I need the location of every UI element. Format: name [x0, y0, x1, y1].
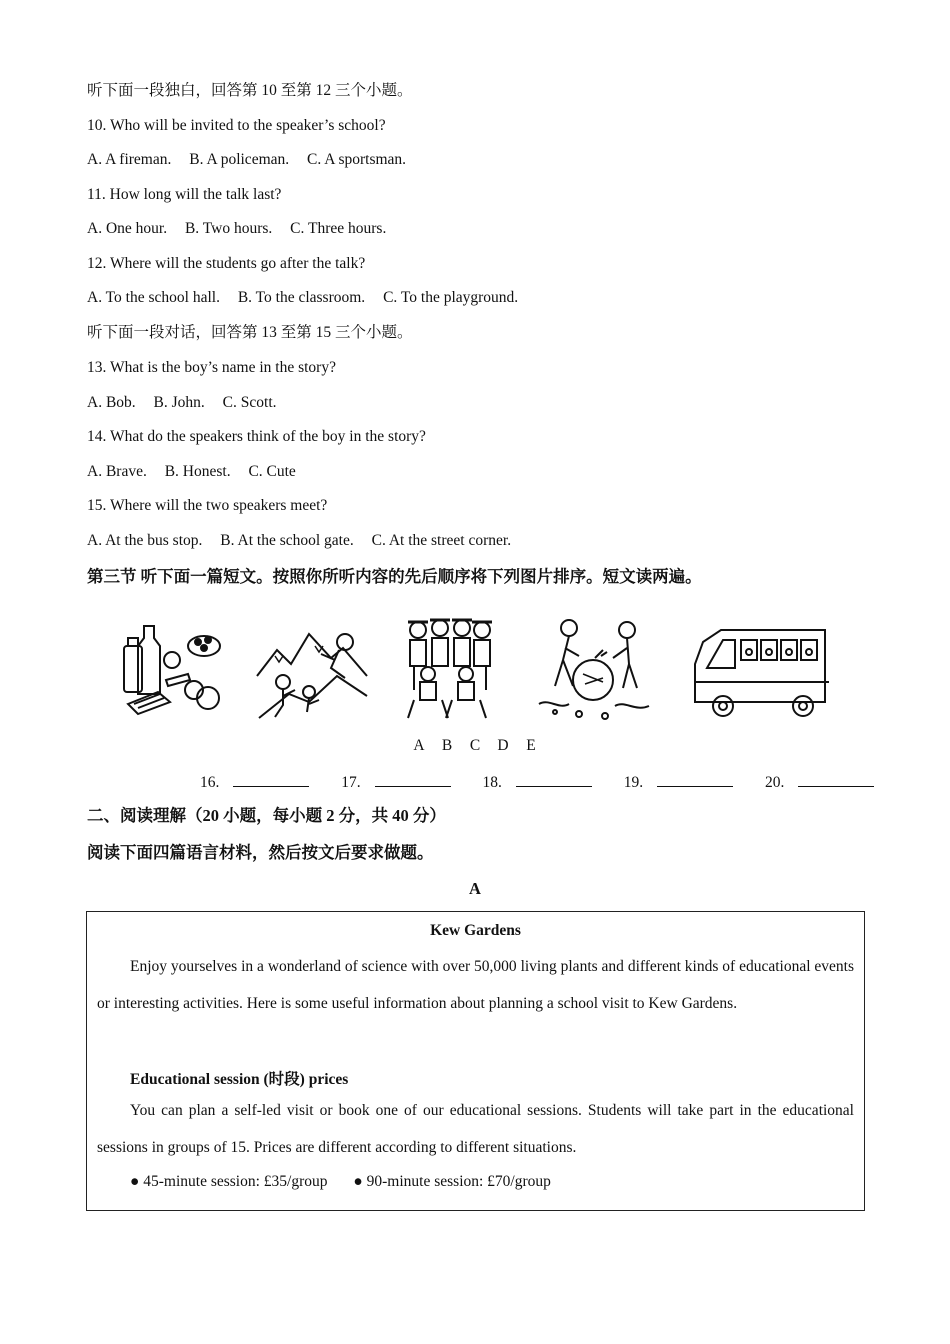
option-b[interactable]: B. Two hours.	[184, 220, 273, 237]
question-14: 14. What do the speakers think of the boy in the story?	[87, 428, 426, 445]
blank-19[interactable]	[624, 772, 747, 792]
blank-line[interactable]	[233, 772, 309, 787]
question-15-options	[87, 531, 525, 551]
picture-label: B	[441, 737, 453, 754]
price-item: ● 45-minute session: £35/group	[130, 1173, 328, 1190]
price-item: ● 90-minute session: £70/group	[353, 1173, 551, 1190]
passage-title: Kew Gardens	[430, 922, 521, 939]
option-a[interactable]: A. Brave.	[87, 463, 147, 480]
question-10-options	[87, 150, 420, 170]
food-icon	[118, 616, 226, 722]
blank-20[interactable]	[765, 772, 888, 792]
blank-16[interactable]	[200, 772, 323, 792]
blank-number: 19.	[623, 774, 644, 791]
blank-number: 18.	[482, 774, 502, 791]
climbing-icon	[255, 616, 370, 722]
option-c[interactable]: C. A sportsman.	[307, 151, 407, 168]
question-13: 13. What is the boy’s name in the story?	[87, 359, 336, 376]
reading-part-title: 二、阅读理解（20 小题，每小题 2 分，共 40 分）	[87, 806, 446, 825]
picture-label: E	[526, 737, 536, 754]
option-c[interactable]: C. At the street corner.	[371, 532, 512, 549]
answer-blanks	[200, 772, 902, 792]
blank-number: 16.	[200, 774, 220, 791]
question-11-options	[87, 219, 400, 239]
blank-line[interactable]	[657, 772, 733, 787]
option-a[interactable]: A. Bob.	[87, 394, 136, 411]
blank-line[interactable]	[375, 772, 451, 787]
option-b[interactable]: B. To the classroom.	[237, 289, 366, 306]
question-11: 11. How long will the talk last?	[87, 186, 282, 203]
option-c[interactable]: C. Three hours.	[290, 220, 387, 237]
passage-subheading: Educational session (时段) prices	[130, 1071, 349, 1088]
option-a[interactable]: A. At the bus stop.	[87, 532, 203, 549]
passage-letter: A	[469, 879, 481, 898]
dialogue-intro: 听下面一段对话，回答第 13 至第 15 三个小题。	[87, 324, 413, 341]
passage-paragraph-1: Enjoy yourselves in a wonderland of science with over 50,000 living plants and different kinds of educational events or interesting activities. Here is some useful information about planning a school visit to Kew Gardens.	[97, 958, 854, 1012]
picture-label: C	[469, 737, 481, 754]
picnic-icon	[535, 616, 657, 722]
option-a[interactable]: A. A fireman.	[87, 151, 172, 168]
blank-18[interactable]	[483, 772, 606, 792]
passage-box	[86, 911, 865, 1211]
option-c[interactable]: C. To the playground.	[383, 289, 519, 306]
option-c[interactable]: C. Scott.	[222, 394, 277, 411]
question-10: 10. Who will be invited to the speaker’s school?	[87, 117, 386, 134]
blank-number: 17.	[341, 774, 361, 791]
option-b[interactable]: B. A policeman.	[189, 151, 290, 168]
blank-number: 20.	[765, 774, 785, 791]
picture-row	[110, 616, 840, 726]
option-b[interactable]: B. At the school gate.	[220, 532, 354, 549]
question-12: 12. Where will the students go after the talk?	[87, 255, 366, 272]
question-12-options	[87, 288, 532, 308]
picture-labels	[0, 737, 950, 755]
blank-line[interactable]	[798, 772, 874, 787]
price-list	[130, 1173, 573, 1191]
option-a[interactable]: A. One hour.	[87, 220, 168, 237]
picture-label: A	[413, 737, 425, 754]
passage-paragraph-2: You can plan a self-led visit or book one of our educational sessions. Students will take part in the educational sessions in groups of 15. Prices are different according to different situations.	[97, 1102, 854, 1156]
section3-title: 第三节 听下面一篇短文。按照你所听内容的先后顺序将下列图片排序。短文读两遍。	[87, 567, 702, 586]
option-b[interactable]: B. John.	[153, 394, 205, 411]
blank-line[interactable]	[516, 772, 592, 787]
bus-icon	[693, 616, 831, 722]
question-15: 15. Where will the two speakers meet?	[87, 497, 328, 514]
monologue-intro: 听下面一段独白，回答第 10 至第 12 三个小题。	[87, 82, 413, 99]
blank-17[interactable]	[341, 772, 464, 792]
question-13-options	[87, 393, 291, 413]
reading-instructions: 阅读下面四篇语言材料，然后按文后要求做题。	[87, 843, 434, 862]
option-a[interactable]: A. To the school hall.	[87, 289, 220, 306]
option-c[interactable]: C. Cute	[248, 463, 296, 480]
option-b[interactable]: B. Honest.	[164, 463, 231, 480]
picture-label: D	[497, 737, 509, 754]
group-icon	[400, 616, 498, 722]
question-14-options	[87, 462, 310, 482]
